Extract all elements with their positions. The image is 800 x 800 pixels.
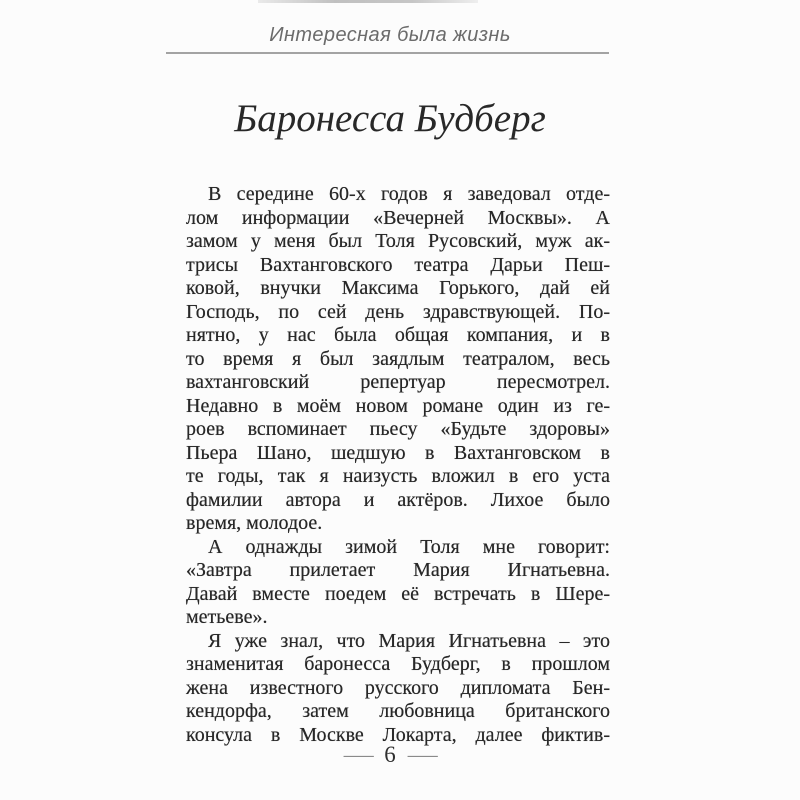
footer-dash-right: — xyxy=(407,742,437,767)
text-line: нятно, у нас была общая компания, и в xyxy=(186,324,610,346)
body-text xyxy=(186,183,610,747)
text-line: Пьера Шано, шедшую в Вахтанговском в xyxy=(186,441,610,464)
text-line: то время я был заядлым театралом, весь xyxy=(186,347,610,370)
text-line: вахтанговский репертуар пересмотрел. xyxy=(186,371,610,393)
text-line: Господь, по сей день здравствующей. По- xyxy=(186,300,610,323)
chapter-title: Баронесса Будберг xyxy=(234,97,546,140)
paragraph xyxy=(186,630,610,748)
text-line: ковой, внучки Максима Горького, дай ей xyxy=(186,277,610,299)
text-line: Давай вместе поедем её встречать в Шере- xyxy=(186,582,610,605)
paragraph xyxy=(186,536,610,630)
text-line: В середине 60-х годов я заведовал отде- xyxy=(208,183,610,205)
text-line: Я уже знал, что Мария Игнатьевна – это xyxy=(208,629,610,652)
text-line: Недавно в моём новом романе один из ге- xyxy=(186,394,610,417)
scan-artifact-top xyxy=(258,0,478,3)
text-line: время, молодое. xyxy=(186,512,323,534)
text-line: кендорфа, затем любовница британского xyxy=(186,700,610,722)
text-line: «Завтра прилетает Мария Игнатьевна. xyxy=(186,559,610,581)
text-line: А однажды зимой Толя мне говорит: xyxy=(208,535,610,558)
text-line: метьеве». xyxy=(186,606,268,628)
text-line: жена известного русского дипломата Бен- xyxy=(186,676,610,699)
text-line: замом у меня был Толя Русовский, муж ак- xyxy=(186,230,610,252)
page-footer xyxy=(170,742,610,768)
footer-dash-left: — xyxy=(343,742,373,767)
text-line: знаменитая баронесса Будберг, в прошлом xyxy=(186,653,610,675)
paragraph xyxy=(186,183,610,536)
text-line: трисы Вахтанговского театра Дарьи Пеш- xyxy=(186,253,610,276)
text-line: фамилии автора и актёров. Лихое было xyxy=(186,488,610,511)
header-rule xyxy=(166,52,609,54)
text-line: лом информации «Вечерней Москвы». А xyxy=(186,206,610,229)
text-line: те годы, так я наизусть вложил в его уста xyxy=(186,465,610,487)
page-number: 6 xyxy=(384,742,396,767)
running-header: Интересная была жизнь xyxy=(269,24,511,46)
text-line: консула в Москве Локарта, далее фиктив- xyxy=(186,723,610,746)
text-line: роев вспоминает пьесу «Будьте здоровы» xyxy=(186,418,610,440)
